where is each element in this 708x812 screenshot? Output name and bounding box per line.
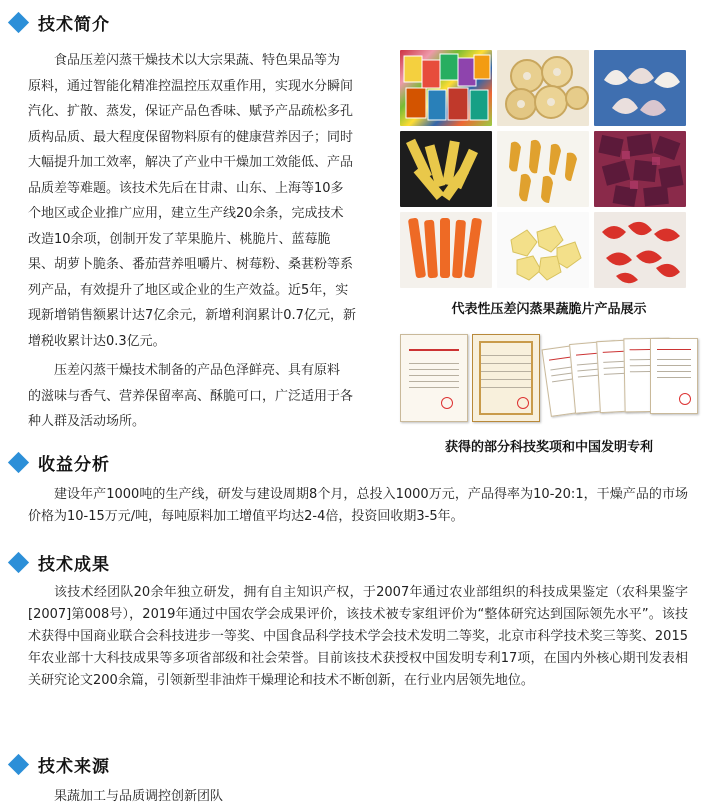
- section-header-source: [6, 750, 110, 778]
- certificates-caption: 获得的部分科技奖项和中国发明专利: [444, 440, 653, 455]
- intro-line: 改造10余项，创制开发了苹果脆片、桃脆片、蓝莓脆: [28, 231, 331, 247]
- award-certificate: [472, 334, 540, 422]
- diamond-bullet-icon: [8, 11, 29, 32]
- intro-line: 品质差等难题。该技术先后在甘肃、山东、上海等10多: [28, 180, 344, 196]
- intro-line: 增税收累计达0.3亿元。: [28, 333, 166, 349]
- section-title: 技术来源: [38, 756, 110, 777]
- product-photo-pale-chunks: [497, 212, 589, 288]
- gallery-caption: 代表性压差闪蒸果蔬脆片产品展示: [451, 302, 647, 317]
- product-photo-purple-chips: [594, 131, 686, 207]
- product-photo-carrot-sticks: [400, 212, 492, 288]
- patent-certificate: [650, 338, 698, 414]
- intro-line: 食品压差闪蒸干燥技术以大宗果蔬、特色果品等为: [54, 53, 341, 68]
- achievement-paragraph: 该技术经团队20余年独立研发，拥有自主知识产权，于2007年通过农业部组织的科技成果鉴定（农科果鉴字[2007]第008号），2019年通过中国农学会成果评价，该技术被专家组评价为“整体研究达到国际领先水平”。该技术获得中国商业联合会科技进步一等奖、中国食品科学技术学会技术发明二等奖，北京市科学技术奖三等奖、2015年农业部十大科技成果等多项省部级和社会荣誉。目前该技术获授权中国发明专利17项，在国内外核心期刊发表相关研究论文200余篇，引领新型非油炸干燥理论和技术不断创新，在行业内居领先地位。: [28, 585, 688, 688]
- product-photo-apple-rings: [497, 50, 589, 126]
- product-photo-golden-pieces: [497, 131, 589, 207]
- intro-line: 质构品质、最大程度保留物料原有的健康营养因子；同时: [28, 129, 354, 145]
- intro-line: 的滋味与香气、营养保留率高、酥脆可口，广泛适用于各: [28, 388, 354, 404]
- diamond-bullet-icon: [8, 551, 29, 572]
- intro-line: 果、胡萝卜脆条、番茄营养咀嚼片、树莓粉、桑葚粉等系: [28, 257, 354, 272]
- product-photo-yellow-sticks: [400, 131, 492, 207]
- intro-line: 现新增销售额累计达7亿余元，新增利润累计0.7亿元，新: [28, 308, 356, 323]
- product-photo-red-pepper-chips: [594, 212, 686, 288]
- intro-line: 种人群及活动场所。: [28, 414, 146, 429]
- diamond-bullet-icon: [8, 451, 29, 472]
- certificates-collage: [400, 332, 698, 424]
- section-header-achievement: [6, 548, 110, 576]
- intro-paragraph-2: [28, 358, 380, 435]
- section-title: 技术简介: [38, 14, 110, 35]
- product-photo-garlic-slices: [594, 50, 686, 126]
- product-gallery: [400, 50, 698, 288]
- intro-paragraph: [28, 48, 380, 354]
- intro-line: 列产品，有效提升了地区或企业的生产效益。近5年，实: [28, 282, 349, 298]
- section-header-benefit: [6, 448, 110, 476]
- section-title: 技术成果: [38, 554, 110, 575]
- intro-line: 大幅提升加工效率，解决了产业中干燥加工效能低、产品: [28, 155, 354, 170]
- benefit-paragraph: 建设年产1000吨的生产线，研发与建设周期8个月，总投入1000万元，产品得率为10-20:1，干燥产品的市场价格为10-15万元/吨，每吨原料加工增值平均达2-4倍，投资回收期3-5年。: [28, 487, 688, 524]
- award-certificate: [400, 334, 468, 422]
- diamond-bullet-icon: [8, 753, 29, 774]
- intro-line: 压差闪蒸干燥技术制备的产品色泽鲜亮、具有原料: [54, 363, 341, 378]
- intro-line: 汽化、扩散、蒸发，保证产品色香味、赋予产品疏松多孔: [28, 104, 354, 119]
- section-title: 收益分析: [38, 454, 110, 475]
- intro-line: 原料，通过智能化精准控温控压双重作用，实现水分瞬间: [28, 78, 354, 94]
- intro-line: 个地区或企业推广应用，建立生产线20余条，完成技术: [28, 206, 344, 221]
- product-photo-packaged-snacks: [400, 50, 492, 126]
- section-header-intro: [6, 8, 110, 36]
- source-paragraph: 果蔬加工与品质调控创新团队: [54, 789, 224, 804]
